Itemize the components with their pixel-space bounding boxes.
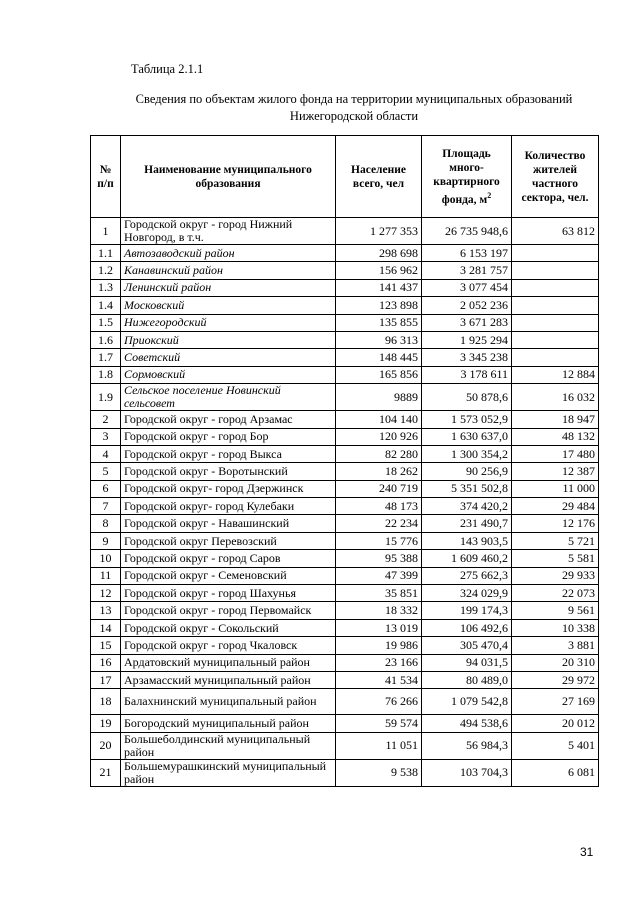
cell-num: 13 [91, 602, 121, 619]
cell-private: 12 884 [512, 366, 599, 383]
cell-area: 90 256,9 [422, 463, 512, 480]
cell-name: Московский [121, 297, 336, 314]
header-num: № п/п [91, 136, 121, 218]
cell-population: 11 051 [336, 732, 422, 759]
cell-population: 48 173 [336, 498, 422, 515]
cell-num: 1.7 [91, 349, 121, 366]
table-row [91, 262, 599, 279]
cell-area: 3 281 757 [422, 262, 512, 279]
cell-num: 7 [91, 498, 121, 515]
table-row [91, 384, 599, 411]
header-area-sup: 2 [487, 190, 492, 200]
cell-population: 9889 [336, 384, 422, 411]
cell-name: Ленинский район [121, 279, 336, 296]
cell-area: 106 492,6 [422, 619, 512, 636]
cell-num: 3 [91, 428, 121, 445]
cell-area: 3 077 454 [422, 279, 512, 296]
cell-population: 104 140 [336, 411, 422, 428]
header-private: Количество жителей частного сектора, чел. [512, 136, 599, 218]
cell-num: 1.9 [91, 384, 121, 411]
cell-area: 305 470,4 [422, 637, 512, 654]
table-row [91, 602, 599, 619]
cell-name: Нижегородский [121, 314, 336, 331]
cell-num: 12 [91, 585, 121, 602]
cell-population: 47 399 [336, 567, 422, 584]
cell-private: 20 012 [512, 715, 599, 732]
cell-private [512, 297, 599, 314]
cell-num: 1 [91, 218, 121, 245]
cell-area: 1 300 354,2 [422, 445, 512, 462]
table-title-line-1: Сведения по объектам жилого фонда на территории муниципальных образований [135, 92, 573, 106]
cell-num: 16 [91, 654, 121, 671]
cell-area: 1 630 637,0 [422, 428, 512, 445]
cell-population: 298 698 [336, 245, 422, 262]
cell-num: 1.1 [91, 245, 121, 262]
cell-population: 18 332 [336, 602, 422, 619]
page-number: 31 [580, 845, 594, 859]
table-row [91, 689, 599, 715]
table-row [91, 619, 599, 636]
cell-area: 1 925 294 [422, 331, 512, 348]
table-row [91, 498, 599, 515]
cell-area: 50 878,6 [422, 384, 512, 411]
cell-population: 123 898 [336, 297, 422, 314]
cell-name: Арзамасский муниципальный район [121, 671, 336, 688]
table-row [91, 218, 599, 245]
cell-area: 199 174,3 [422, 602, 512, 619]
cell-num: 20 [91, 732, 121, 759]
table-row [91, 366, 599, 383]
table-row [91, 279, 599, 296]
cell-num: 17 [91, 671, 121, 688]
cell-population: 141 437 [336, 279, 422, 296]
cell-num: 21 [91, 759, 121, 786]
cell-num: 18 [91, 689, 121, 715]
cell-private: 18 947 [512, 411, 599, 428]
cell-name: Городской округ - город Саров [121, 550, 336, 567]
cell-name: Городской округ - город Бор [121, 428, 336, 445]
header-name: Наименование муниципального образования [121, 136, 336, 218]
table-row [91, 314, 599, 331]
cell-num: 1.8 [91, 366, 121, 383]
cell-population: 120 926 [336, 428, 422, 445]
cell-private [512, 349, 599, 366]
header-area-text: Площадь много-квартирного фонда, м [433, 147, 500, 206]
cell-private: 27 169 [512, 689, 599, 715]
cell-area: 56 984,3 [422, 732, 512, 759]
cell-name: Канавинский район [121, 262, 336, 279]
cell-area: 1 609 460,2 [422, 550, 512, 567]
cell-population: 96 313 [336, 331, 422, 348]
cell-population: 35 851 [336, 585, 422, 602]
cell-area: 6 153 197 [422, 245, 512, 262]
cell-area: 3 345 238 [422, 349, 512, 366]
cell-area: 2 052 236 [422, 297, 512, 314]
cell-area: 5 351 502,8 [422, 480, 512, 497]
cell-population: 59 574 [336, 715, 422, 732]
cell-name: Городской округ - Воротынский [121, 463, 336, 480]
cell-private: 5 401 [512, 732, 599, 759]
table-row [91, 585, 599, 602]
table-row [91, 411, 599, 428]
cell-private: 29 972 [512, 671, 599, 688]
header-area [422, 136, 512, 218]
cell-area: 26 735 948,6 [422, 218, 512, 245]
cell-population: 22 234 [336, 515, 422, 532]
cell-private: 9 561 [512, 602, 599, 619]
cell-name: Городской округ - город Арзамас [121, 411, 336, 428]
cell-population: 13 019 [336, 619, 422, 636]
cell-private: 3 881 [512, 637, 599, 654]
table-row [91, 732, 599, 759]
cell-area: 103 704,3 [422, 759, 512, 786]
cell-name: Городской округ- город Дзержинск [121, 480, 336, 497]
table-row [91, 331, 599, 348]
cell-private: 10 338 [512, 619, 599, 636]
cell-area: 374 420,2 [422, 498, 512, 515]
cell-area: 3 671 283 [422, 314, 512, 331]
cell-name: Городской округ - город Чкаловск [121, 637, 336, 654]
cell-private [512, 245, 599, 262]
cell-area: 3 178 611 [422, 366, 512, 383]
cell-name: Городской округ - Навашинский [121, 515, 336, 532]
cell-population: 1 277 353 [336, 218, 422, 245]
cell-private [512, 279, 599, 296]
cell-name: Богородский муниципальный район [121, 715, 336, 732]
table-row [91, 532, 599, 549]
housing-table [90, 135, 599, 787]
cell-name: Городской округ - город Шахунья [121, 585, 336, 602]
table-row [91, 715, 599, 732]
cell-private: 11 000 [512, 480, 599, 497]
cell-population: 135 855 [336, 314, 422, 331]
table-row [91, 567, 599, 584]
cell-num: 15 [91, 637, 121, 654]
table-title-line-2: Нижегородской области [289, 109, 419, 123]
cell-private: 17 480 [512, 445, 599, 462]
table-row [91, 759, 599, 786]
cell-private: 5 581 [512, 550, 599, 567]
cell-area: 1 573 052,9 [422, 411, 512, 428]
table-row [91, 480, 599, 497]
cell-private: 5 721 [512, 532, 599, 549]
cell-private: 6 081 [512, 759, 599, 786]
cell-area: 275 662,3 [422, 567, 512, 584]
header-population: Население всего, чел [336, 136, 422, 218]
cell-num: 5 [91, 463, 121, 480]
table-row [91, 297, 599, 314]
table-row [91, 637, 599, 654]
cell-name: Сормовский [121, 366, 336, 383]
cell-private: 29 484 [512, 498, 599, 515]
cell-num: 19 [91, 715, 121, 732]
table-row [91, 671, 599, 688]
cell-num: 1.5 [91, 314, 121, 331]
cell-name: Городской округ - город Первомайск [121, 602, 336, 619]
header-row [91, 136, 599, 218]
table-row [91, 245, 599, 262]
table-row [91, 349, 599, 366]
cell-name: Городской округ Перевозский [121, 532, 336, 549]
cell-population: 82 280 [336, 445, 422, 462]
cell-num: 10 [91, 550, 121, 567]
cell-population: 19 986 [336, 637, 422, 654]
cell-name: Советский [121, 349, 336, 366]
cell-name: Автозаводский район [121, 245, 336, 262]
cell-num: 9 [91, 532, 121, 549]
cell-name: Приокский [121, 331, 336, 348]
cell-population: 148 445 [336, 349, 422, 366]
cell-area: 324 029,9 [422, 585, 512, 602]
cell-population: 15 776 [336, 532, 422, 549]
cell-area: 80 489,0 [422, 671, 512, 688]
table-row [91, 550, 599, 567]
cell-area: 494 538,6 [422, 715, 512, 732]
cell-area: 94 031,5 [422, 654, 512, 671]
table-row [91, 445, 599, 462]
cell-population: 95 388 [336, 550, 422, 567]
table-row [91, 654, 599, 671]
cell-name: Большеболдинский муниципальный район [121, 732, 336, 759]
cell-population: 23 166 [336, 654, 422, 671]
cell-private: 16 032 [512, 384, 599, 411]
cell-area: 231 490,7 [422, 515, 512, 532]
cell-num: 1.6 [91, 331, 121, 348]
table-row [91, 463, 599, 480]
cell-population: 76 266 [336, 689, 422, 715]
cell-private: 12 176 [512, 515, 599, 532]
cell-name: Ардатовский муниципальный район [121, 654, 336, 671]
cell-name: Большемурашкинский муниципальный район [121, 759, 336, 786]
cell-population: 9 538 [336, 759, 422, 786]
cell-name: Балахнинский муниципальный район [121, 689, 336, 715]
cell-name: Городской округ - Семеновский [121, 567, 336, 584]
cell-population: 240 719 [336, 480, 422, 497]
cell-private: 29 933 [512, 567, 599, 584]
cell-private: 48 132 [512, 428, 599, 445]
cell-name: Городской округ - город Нижний Новгород, в т.ч. [121, 218, 336, 245]
cell-name: Сельское поселение Новинский сельсовет [121, 384, 336, 411]
cell-private: 22 073 [512, 585, 599, 602]
cell-num: 8 [91, 515, 121, 532]
table-row [91, 515, 599, 532]
cell-num: 11 [91, 567, 121, 584]
cell-area: 1 079 542,8 [422, 689, 512, 715]
cell-private [512, 314, 599, 331]
cell-private [512, 331, 599, 348]
cell-num: 2 [91, 411, 121, 428]
cell-name: Городской округ - Сокольский [121, 619, 336, 636]
table-title [110, 91, 598, 125]
table-caption: Таблица 2.1.1 [131, 62, 204, 76]
cell-private: 12 387 [512, 463, 599, 480]
cell-num: 6 [91, 480, 121, 497]
table-row [91, 428, 599, 445]
cell-area: 143 903,5 [422, 532, 512, 549]
cell-private: 20 310 [512, 654, 599, 671]
cell-name: Городской округ - город Выкса [121, 445, 336, 462]
cell-private [512, 262, 599, 279]
cell-num: 1.4 [91, 297, 121, 314]
cell-num: 1.3 [91, 279, 121, 296]
cell-population: 165 856 [336, 366, 422, 383]
cell-num: 1.2 [91, 262, 121, 279]
cell-name: Городской округ- город Кулебаки [121, 498, 336, 515]
cell-population: 18 262 [336, 463, 422, 480]
cell-private: 63 812 [512, 218, 599, 245]
cell-num: 4 [91, 445, 121, 462]
cell-population: 41 534 [336, 671, 422, 688]
cell-population: 156 962 [336, 262, 422, 279]
cell-num: 14 [91, 619, 121, 636]
